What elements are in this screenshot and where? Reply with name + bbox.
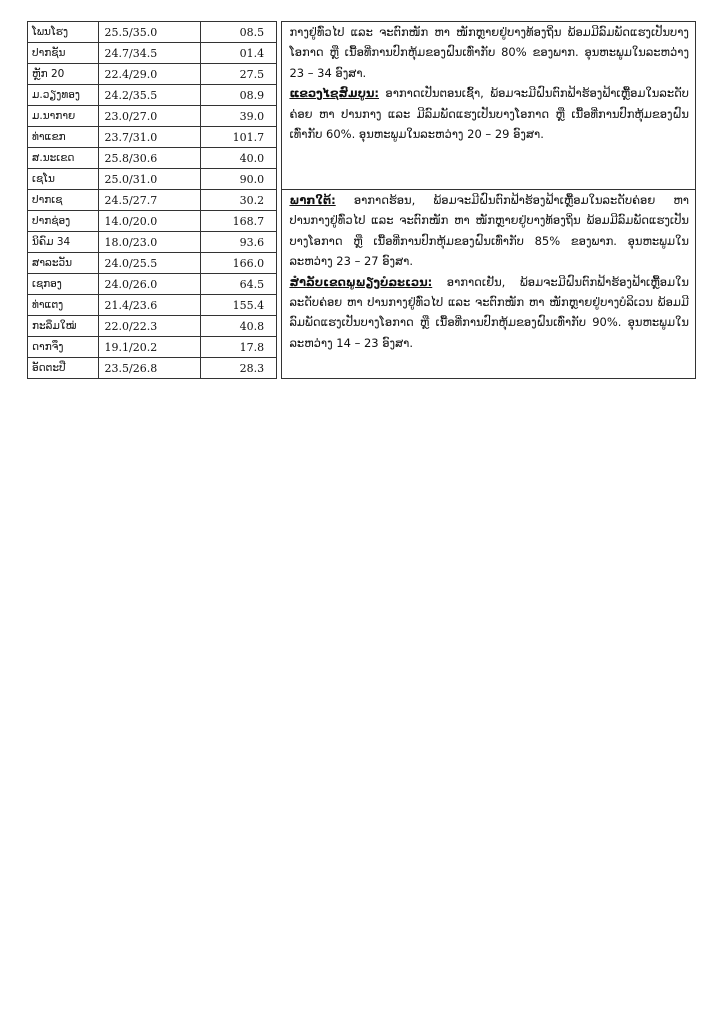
region-body-xaisomboun: ອາກາດເປັນຕອນເຊົ້າ, ພ້ອມຈະມີຝົນຕົກຟ້າຮ້ອງຟ້າເຫຼື້ອມໃນລະດັບຄ່ອຍ ຫາ ປານກາງ ແລະ ມີລົມພັດແຮງເປັນບາງໂອກາດ ຫຼື ເນື້ອທີ່ການປົກຫຸ້ມຂອງຝົນເທົ່າກັບ 60%. ອຸນຫະພູມໃນລະຫວ່າງ 20 – 29 ອົງສາ. bbox=[289, 86, 689, 142]
rainfall-value: 08.9 bbox=[200, 85, 277, 106]
temperature-range: 22.4/29.0 bbox=[98, 64, 200, 85]
station-name: ສ.ນະເຂດ bbox=[28, 148, 99, 169]
rainfall-value: 39.0 bbox=[200, 106, 277, 127]
temperature-range: 25.8/30.6 bbox=[98, 148, 200, 169]
column-separator bbox=[277, 106, 282, 127]
forecast-cell-north-central bbox=[282, 22, 696, 190]
rainfall-value: 08.5 bbox=[200, 22, 277, 43]
forecast-cell-south bbox=[282, 190, 696, 379]
weather-table-body bbox=[28, 22, 696, 379]
rainfall-value: 90.0 bbox=[200, 169, 277, 190]
column-separator bbox=[277, 274, 282, 295]
rainfall-value: 101.7 bbox=[200, 127, 277, 148]
temperature-range: 23.5/26.8 bbox=[98, 358, 200, 379]
station-name: ໂພນໂຮງ bbox=[28, 22, 99, 43]
temperature-range: 24.0/25.5 bbox=[98, 253, 200, 274]
column-separator bbox=[277, 337, 282, 358]
station-name: ເຊກອງ bbox=[28, 274, 99, 295]
rainfall-value: 30.2 bbox=[200, 190, 277, 211]
forecast-central-text: ກາງຢູ່ທົ່ວໄປ ແລະ ຈະຕົກໜັກ ຫາ ໜັກຫຼາຍຢູ່ບາງທ້ອງຖິ່ນ ພ້ອມມີລົມພັດແຮງເປັນບາງໂອກາດ ຫຼື ເນື້ອທີ່ການປົກຫຸ້ມຂອງຝົນເທົ່າກັບ 80% ຂອງພາກ. ອຸນຫະພູມໃນລະຫວ່າງ 23 – 34 ອົງສາ. bbox=[289, 25, 689, 80]
column-separator bbox=[277, 316, 282, 337]
rainfall-value: 166.0 bbox=[200, 253, 277, 274]
column-separator bbox=[277, 295, 282, 316]
station-name: ຫຼັກ 20 bbox=[28, 64, 99, 85]
region-body-south: ອາກາດຮ້ອນ, ພ້ອມຈະມີຝົນຕົກຟ້າຮ້ອງຟ້າເຫຼື້ອມໃນລະດັບຄ່ອຍ ຫາ ປານກາງຢູ່ທົ່ວໄປ ແລະ ຈະຕົກໜັກ ຫາ ໜັກຫຼາຍຢູ່ບາງທ້ອງຖິ່ນ ພ້ອມມີລົມພັດແຮງເປັນບາງໂອກາດ ຫຼື ເນື້ອທີ່ການປົກຫຸ້ມຂອງຝົນເທົ່າກັບ 85% ຂອງພາກ. ອຸນຫະພູມໃນລະຫວ່າງ 23 – 27 ອົງສາ. bbox=[289, 193, 689, 269]
rainfall-value: 01.4 bbox=[200, 43, 277, 64]
station-name: ປາກຊ່ອງ bbox=[28, 211, 99, 232]
station-row bbox=[28, 190, 696, 211]
station-name: ກະລຶມໃໝ່ bbox=[28, 316, 99, 337]
region-title-south: ພາກໃຕ້: bbox=[289, 193, 336, 207]
rainfall-value: 155.4 bbox=[200, 295, 277, 316]
column-separator bbox=[277, 211, 282, 232]
temperature-range: 23.7/31.0 bbox=[98, 127, 200, 148]
temperature-range: 24.5/27.7 bbox=[98, 190, 200, 211]
rainfall-value: 93.6 bbox=[200, 232, 277, 253]
column-separator bbox=[277, 232, 282, 253]
temperature-range: 22.0/22.3 bbox=[98, 316, 200, 337]
region-title-plateau: ສໍາລັບເຂດພູພຽງບໍລະເວນ: bbox=[289, 274, 433, 289]
temperature-range: 25.5/35.0 bbox=[98, 22, 200, 43]
weather-report-sheet bbox=[27, 21, 696, 379]
column-separator bbox=[277, 127, 282, 148]
column-separator bbox=[277, 64, 282, 85]
station-name: ເຊໂນ bbox=[28, 169, 99, 190]
temperature-range: 25.0/31.0 bbox=[98, 169, 200, 190]
station-name: ມ.ນາກາຍ bbox=[28, 106, 99, 127]
forecast-region-plateau bbox=[289, 272, 689, 354]
station-name: ປາກເຊ bbox=[28, 190, 99, 211]
temperature-range: 21.4/23.6 bbox=[98, 295, 200, 316]
station-name: ດາກຈຶງ bbox=[28, 337, 99, 358]
temperature-range: 24.2/35.5 bbox=[98, 85, 200, 106]
station-name: ທ່າແຕງ bbox=[28, 295, 99, 316]
rainfall-value: 40.8 bbox=[200, 316, 277, 337]
rainfall-value: 168.7 bbox=[200, 211, 277, 232]
forecast-region-xaisomboun bbox=[289, 83, 689, 144]
region-body-plateau: ອາກາດເຢັນ, ພ້ອມຈະມີຝົນຕົກຟ້າຮ້ອງຟ້າເຫຼື້ອມໃນລະດັບຄ່ອຍ ຫາ ປານກາງຢູ່ທົ່ວໄປ ແລະ ຈະຕົກໜັກ ຫາ ໜັກຫຼາຍຢູ່ບາງບໍລິເວນ ພ້ອມມີລົມພັດແຮງເປັນບາງໂອກາດ ຫຼື ເນື້ອທີ່ການປົກຫຸ້ມຂອງຝົນເທົ່າກັບ 90%. ອຸນຫະພູມໃນລະຫວ່າງ 14 – 23 ອົງສາ. bbox=[289, 274, 689, 350]
weather-table bbox=[27, 21, 696, 379]
column-separator bbox=[277, 169, 282, 190]
temperature-range: 23.0/27.0 bbox=[98, 106, 200, 127]
temperature-range: 18.0/23.0 bbox=[98, 232, 200, 253]
station-name: ທ່າແຂກ bbox=[28, 127, 99, 148]
rainfall-value: 64.5 bbox=[200, 274, 277, 295]
column-separator bbox=[277, 148, 282, 169]
station-name: ອັດຕະປື bbox=[28, 358, 99, 379]
station-name: ປາກຊັນ bbox=[28, 43, 99, 64]
column-separator bbox=[277, 43, 282, 64]
rainfall-value: 27.5 bbox=[200, 64, 277, 85]
rainfall-value: 17.8 bbox=[200, 337, 277, 358]
region-title-xaisomboun: ແຂວງໄຊສົມບູນ: bbox=[289, 86, 379, 101]
temperature-range: 14.0/20.0 bbox=[98, 211, 200, 232]
temperature-range: 24.7/34.5 bbox=[98, 43, 200, 64]
column-separator bbox=[277, 85, 282, 106]
forecast-region-south bbox=[289, 190, 689, 272]
temperature-range: 24.0/26.0 bbox=[98, 274, 200, 295]
station-name: ມ.ວຽງທອງ bbox=[28, 85, 99, 106]
station-name: ນິຄົມ 34 bbox=[28, 232, 99, 253]
rainfall-value: 28.3 bbox=[200, 358, 277, 379]
temperature-range: 19.1/20.2 bbox=[98, 337, 200, 358]
station-name: ສາລະວັນ bbox=[28, 253, 99, 274]
rainfall-value: 40.0 bbox=[200, 148, 277, 169]
column-separator bbox=[277, 253, 282, 274]
station-row bbox=[28, 22, 696, 43]
column-separator bbox=[277, 358, 282, 379]
